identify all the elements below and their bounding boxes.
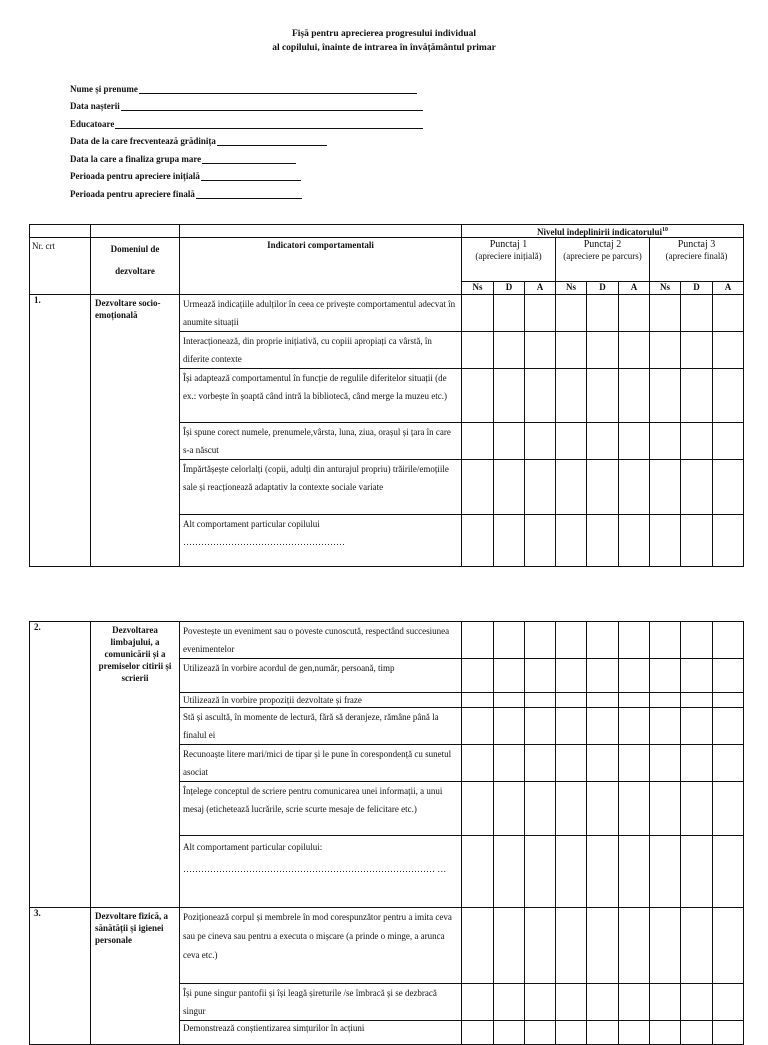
score-cell[interactable] (681, 622, 713, 659)
indicator: Stă și ascultă, în momente de lectură, fără să deranjeze, rămâne până la finalul ei (180, 708, 462, 745)
field-label: Data de la care frecventează grădinița (70, 136, 216, 146)
indicator: Povestește un eveniment sau o poveste cunoscută, respectând succesiunea evenimentelor (180, 622, 462, 659)
score-cell[interactable] (525, 836, 556, 908)
section-domain: Dezvoltarea limbajului, a comunicării și a premiselor citirii și scrierii (91, 622, 180, 908)
score-cell[interactable] (587, 515, 619, 567)
field-line[interactable] (217, 137, 327, 146)
section-number: 3. (30, 908, 91, 1045)
score-cell[interactable] (650, 369, 681, 423)
field-kindergarten-start[interactable] (70, 129, 423, 147)
score-cell[interactable] (462, 295, 494, 332)
indicator-other: Alt comportament particular copilului ……………………………………………… (180, 515, 462, 567)
score-cell[interactable] (713, 836, 744, 908)
score-cell[interactable] (713, 708, 744, 745)
section-number: 1. (30, 295, 91, 567)
score-cell[interactable] (587, 423, 619, 460)
score-cell[interactable] (556, 332, 587, 369)
score-cell[interactable] (650, 622, 681, 659)
field-line[interactable] (201, 172, 301, 181)
score-cell[interactable] (494, 782, 525, 836)
score-cell[interactable] (556, 1021, 587, 1045)
score-cell[interactable] (619, 984, 650, 1021)
score-cell[interactable] (619, 782, 650, 836)
indicator: Demonstrează conștientizarea simțurilor în acțiuni (180, 1021, 462, 1045)
score-1-header (462, 238, 556, 282)
score-cell[interactable] (494, 693, 525, 708)
field-label: Perioada pentru apreciere finală (70, 188, 195, 199)
field-line[interactable] (115, 120, 423, 129)
score-cell[interactable] (525, 332, 556, 369)
score-cell[interactable] (494, 622, 525, 659)
score-cell[interactable] (681, 836, 713, 908)
indicator: Își adaptează comportamentul în funcție de regulile diferitelor situații (de ex.: vorbește în șoaptă când intră la bibliotecă, când merge la muzeu etc.) (180, 369, 462, 423)
score-cell[interactable] (462, 745, 494, 782)
score-cell[interactable] (587, 745, 619, 782)
score-cell[interactable] (619, 693, 650, 708)
score-cell[interactable] (556, 622, 587, 659)
score-cell[interactable] (525, 984, 556, 1021)
score-cell[interactable] (462, 460, 494, 515)
section-domain: Dezvoltare socio-emoțională (91, 295, 180, 567)
score-cell[interactable] (681, 693, 713, 708)
assessment-table-1 (29, 224, 744, 567)
score-cell[interactable] (713, 369, 744, 423)
score-cell[interactable] (462, 622, 494, 659)
score-cell[interactable] (525, 423, 556, 460)
score-cell[interactable] (650, 745, 681, 782)
field-final-period[interactable] (70, 181, 423, 199)
score-cell[interactable] (494, 460, 525, 515)
score-cell[interactable] (619, 369, 650, 423)
score-cell[interactable] (619, 332, 650, 369)
field-teacher[interactable] (70, 111, 423, 129)
score-cell[interactable] (587, 295, 619, 332)
score-cell[interactable] (525, 460, 556, 515)
score-cell[interactable] (494, 836, 525, 908)
score-cell[interactable] (494, 745, 525, 782)
score-cell[interactable] (556, 659, 587, 693)
score-cell[interactable] (556, 515, 587, 567)
score-3-title: Punctaj 3 (677, 239, 716, 250)
score-cell[interactable] (587, 460, 619, 515)
score-cell[interactable] (587, 782, 619, 836)
score-cell[interactable] (587, 659, 619, 693)
score-cell[interactable] (650, 836, 681, 908)
indicator: Își spune corect numele, prenumele,vârsta, luna, ziua, orașul și țara în care s-a născut (180, 423, 462, 460)
field-label: Educatoare (70, 118, 115, 129)
field-label: Data la care a finaliza grupa mare (70, 153, 202, 164)
score-cell[interactable] (681, 984, 713, 1021)
score-cell[interactable] (556, 295, 587, 332)
score-cell[interactable] (713, 332, 744, 369)
field-name[interactable] (70, 76, 423, 94)
score-cell[interactable] (650, 782, 681, 836)
score-cell[interactable] (462, 836, 494, 908)
score-cell[interactable] (525, 1021, 556, 1045)
title-line-1: Fișă pentru aprecierea progresului individual (291, 29, 477, 39)
level-a: A (619, 282, 650, 295)
score-cell[interactable] (525, 622, 556, 659)
level-ns: Ns (650, 282, 681, 295)
field-line[interactable] (121, 102, 423, 111)
score-cell[interactable] (713, 908, 744, 984)
level-a: A (713, 282, 744, 295)
score-cell[interactable] (556, 745, 587, 782)
nr-crt-header: Nr. crt (30, 238, 91, 295)
score-cell[interactable] (619, 708, 650, 745)
score-cell[interactable] (681, 332, 713, 369)
score-cell[interactable] (681, 460, 713, 515)
score-cell[interactable] (494, 423, 525, 460)
indicator: Înțelege conceptul de scriere pentru comunicarea unei informații, a unui mesaj (etichetează lucrările, scrie scurte mesaje de felicitare etc.) (180, 782, 462, 836)
score-cell[interactable] (462, 369, 494, 423)
score-cell[interactable] (494, 369, 525, 423)
score-cell[interactable] (494, 515, 525, 567)
score-cell[interactable] (462, 659, 494, 693)
score-cell[interactable] (650, 423, 681, 460)
field-initial-period[interactable] (70, 164, 423, 182)
score-cell[interactable] (525, 659, 556, 693)
score-cell[interactable] (650, 984, 681, 1021)
score-cell[interactable] (525, 515, 556, 567)
score-cell[interactable] (556, 369, 587, 423)
score-1-title: Punctaj 1 (489, 239, 528, 250)
score-cell[interactable] (650, 908, 681, 984)
section-number: 2. (30, 622, 91, 908)
field-final-group[interactable] (70, 146, 423, 164)
score-cell[interactable] (619, 745, 650, 782)
score-cell[interactable] (681, 515, 713, 567)
score-cell[interactable] (494, 332, 525, 369)
score-cell[interactable] (619, 423, 650, 460)
score-cell[interactable] (525, 693, 556, 708)
score-cell[interactable] (462, 984, 494, 1021)
score-cell[interactable] (525, 745, 556, 782)
field-label: Perioada pentru apreciere inițială (70, 171, 200, 181)
document-title (0, 27, 768, 55)
score-2-header (556, 238, 650, 282)
score-cell[interactable] (713, 622, 744, 659)
score-cell[interactable] (681, 908, 713, 984)
score-cell[interactable] (681, 745, 713, 782)
section-domain: Dezvoltare fizică, a sănătății și igienei personale (91, 908, 180, 1045)
score-cell[interactable] (587, 836, 619, 908)
score-cell[interactable] (556, 460, 587, 515)
score-cell[interactable] (525, 908, 556, 984)
domain-header: Domeniul de dezvoltare (91, 238, 180, 295)
score-cell[interactable] (681, 369, 713, 423)
score-cell[interactable] (556, 836, 587, 908)
score-cell[interactable] (556, 908, 587, 984)
score-cell[interactable] (681, 1021, 713, 1045)
score-cell[interactable] (462, 693, 494, 708)
score-cell[interactable] (587, 369, 619, 423)
score-cell[interactable] (556, 782, 587, 836)
field-label: Data nașterii (70, 101, 120, 111)
score-cell[interactable] (587, 1021, 619, 1045)
score-3-sub: (apreciere finală) (665, 251, 728, 261)
score-cell[interactable] (619, 515, 650, 567)
level-d: D (681, 282, 713, 295)
score-cell[interactable] (713, 460, 744, 515)
indicator: Împărtășește celorlalți (copii, adulți din anturajul propriu) trăirile/emoțiile sale și reacționează adaptativ la contexte sociale variate (180, 460, 462, 515)
score-cell[interactable] (713, 693, 744, 708)
score-cell[interactable] (650, 332, 681, 369)
score-cell[interactable] (650, 1021, 681, 1045)
score-cell[interactable] (681, 659, 713, 693)
score-cell[interactable] (587, 332, 619, 369)
score-cell[interactable] (462, 782, 494, 836)
score-cell[interactable] (650, 460, 681, 515)
score-cell[interactable] (525, 708, 556, 745)
score-cell[interactable] (462, 423, 494, 460)
child-info-fields (70, 76, 423, 199)
score-cell[interactable] (681, 295, 713, 332)
field-line[interactable] (139, 85, 417, 94)
score-cell[interactable] (713, 984, 744, 1021)
level-ns: Ns (462, 282, 494, 295)
score-cell[interactable] (587, 622, 619, 659)
assessment-table-2 (29, 621, 744, 1045)
score-cell[interactable] (650, 693, 681, 708)
indicator: Utilizează în vorbire acordul de gen,număr, persoană, timp (180, 659, 462, 693)
level-d: D (587, 282, 619, 295)
score-1-sub: (apreciere inițială) (475, 251, 542, 261)
score-cell[interactable] (462, 1021, 494, 1045)
score-2-sub: (apreciere pe parcurs) (563, 251, 642, 261)
score-cell[interactable] (587, 693, 619, 708)
score-cell[interactable] (713, 659, 744, 693)
field-line[interactable] (196, 190, 302, 199)
indicator: Utilizează în vorbire propoziții dezvoltate și fraze (180, 693, 462, 708)
score-cell[interactable] (587, 708, 619, 745)
score-2-title: Punctaj 2 (583, 239, 622, 250)
score-cell[interactable] (681, 782, 713, 836)
score-cell[interactable] (587, 908, 619, 984)
score-cell[interactable] (650, 708, 681, 745)
score-cell[interactable] (681, 423, 713, 460)
score-cell[interactable] (619, 836, 650, 908)
score-cell[interactable] (494, 984, 525, 1021)
indicator: Își pune singur pantofii și își leagă șireturile /se îmbracă și se dezbracă singur (180, 984, 462, 1021)
score-cell[interactable] (525, 295, 556, 332)
score-cell[interactable] (556, 708, 587, 745)
score-cell[interactable] (494, 908, 525, 984)
indicator: Recunoaște litere mari/mici de tipar și le pune în corespondență cu sunetul asociat (180, 745, 462, 782)
score-cell[interactable] (494, 1021, 525, 1045)
score-cell[interactable] (681, 708, 713, 745)
score-cell[interactable] (619, 295, 650, 332)
level-header (462, 225, 744, 238)
score-cell[interactable] (556, 423, 587, 460)
level-header-text: Nivelul îndeplinirii indicatorului (536, 227, 663, 237)
score-cell[interactable] (556, 984, 587, 1021)
score-cell[interactable] (619, 622, 650, 659)
score-cell[interactable] (587, 984, 619, 1021)
score-cell[interactable] (713, 745, 744, 782)
indicator-other: Alt comportament particular copilului: ………………………………………………………………………… … (180, 836, 462, 908)
score-cell[interactable] (713, 423, 744, 460)
score-cell[interactable] (650, 295, 681, 332)
score-cell[interactable] (462, 332, 494, 369)
indicator: Poziționează corpul și membrele în mod corespunzător pentru a imita ceva sau pe cineva sau pentru a executa o mișcare (a prinde o minge, a arunca ceva etc.) (180, 908, 462, 984)
score-cell[interactable] (494, 659, 525, 693)
score-cell[interactable] (462, 908, 494, 984)
score-cell[interactable] (619, 908, 650, 984)
indicator: Urmează indicațiile adulților în ceea ce privește comportamentul adecvat în anumite situații (180, 295, 462, 332)
score-cell[interactable] (713, 1021, 744, 1045)
score-cell[interactable] (462, 515, 494, 567)
field-label: Nume și prenume (70, 83, 138, 94)
score-cell[interactable] (556, 693, 587, 708)
title-line-2: al copilului, înainte de intrarea în învățământul primar (272, 43, 496, 53)
score-cell[interactable] (619, 659, 650, 693)
level-ns: Ns (556, 282, 587, 295)
score-cell[interactable] (525, 782, 556, 836)
level-d: D (494, 282, 525, 295)
footnote-mark: 10 (662, 227, 669, 233)
score-3-header (650, 238, 744, 282)
score-cell[interactable] (713, 782, 744, 836)
indicators-header: Indicatori comportamentali (180, 238, 462, 295)
score-cell[interactable] (494, 708, 525, 745)
score-cell[interactable] (650, 659, 681, 693)
level-a: A (525, 282, 556, 295)
field-line[interactable] (202, 155, 296, 164)
score-cell[interactable] (494, 295, 525, 332)
score-cell[interactable] (713, 295, 744, 332)
field-birthdate[interactable] (70, 94, 423, 112)
score-cell[interactable] (650, 515, 681, 567)
score-cell[interactable] (619, 1021, 650, 1045)
score-cell[interactable] (713, 515, 744, 567)
score-cell[interactable] (462, 708, 494, 745)
score-cell[interactable] (525, 369, 556, 423)
score-cell[interactable] (619, 460, 650, 515)
indicator: Interacționează, din proprie inițiativă, cu copiii apropiați ca vârstă, în diferite contexte (180, 332, 462, 369)
